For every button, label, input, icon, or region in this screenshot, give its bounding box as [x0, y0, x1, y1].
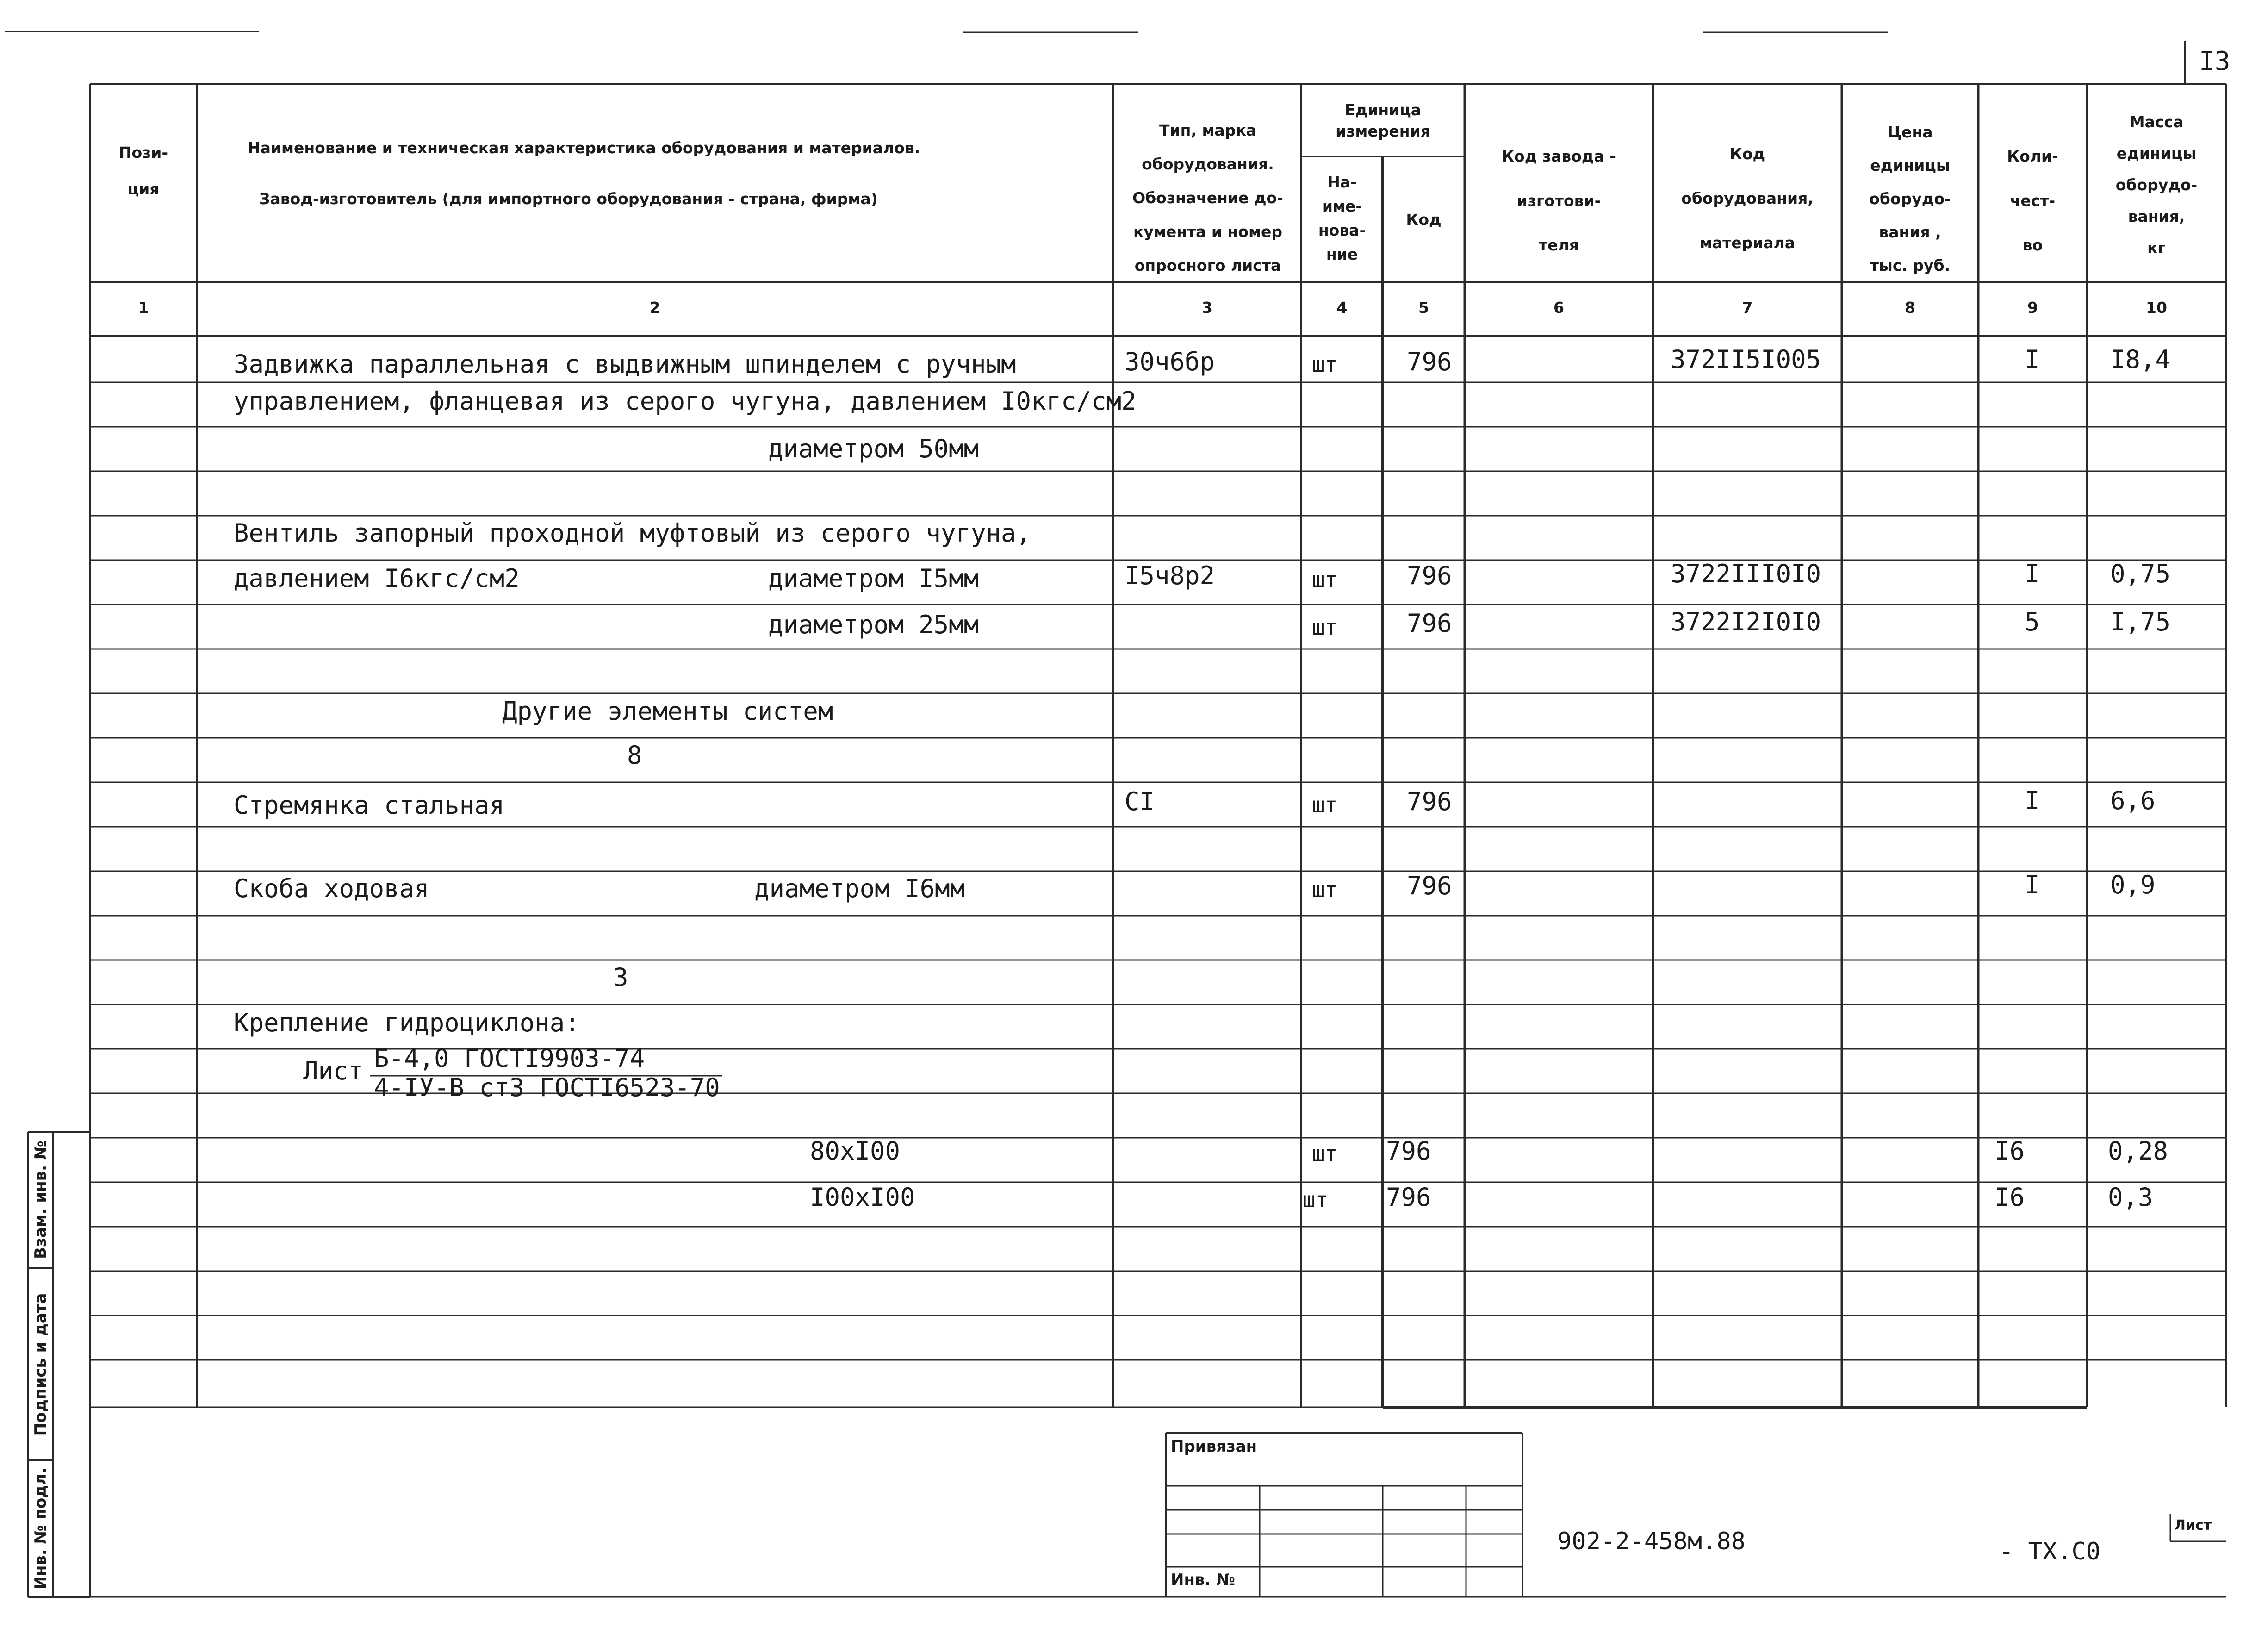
row-size: диаметром I6мм — [754, 874, 965, 903]
row-list-line1: Б-4,0 ГОСТI9903-74 — [374, 1044, 645, 1073]
row-unit: шт — [1312, 877, 1338, 902]
row-mass: I8,4 — [2110, 345, 2171, 374]
row-name: Задвижка параллельная с выдвижным шпинделем с ручным — [234, 349, 1016, 379]
row-code: 796 — [1407, 561, 1452, 590]
doc-number: 902-2-458м.88 — [1557, 1528, 1746, 1555]
colnum-6: 6 — [1553, 299, 1564, 317]
row-size: 80хI00 — [810, 1136, 901, 1166]
header-col6: Код завода - изготови- теля — [1502, 147, 1616, 254]
header-col7: Код оборудования, материала — [1681, 145, 1814, 252]
row-size: диаметром I5мм — [768, 564, 979, 593]
title-inv-no: Инв. № — [1171, 1571, 1236, 1589]
row-unit: шт — [1312, 567, 1338, 592]
stamp-podpis-data: Подпись и дата — [31, 1293, 50, 1436]
row-mass: 0,75 — [2110, 559, 2171, 588]
header-col2-line2: Завод-изготовитель (для импортного оборудования - страна, фирма) — [259, 190, 878, 208]
stamp-vzam-inv: Взам. инв. № — [31, 1141, 50, 1259]
row-section-number: 8 — [627, 741, 642, 770]
row-qty: I — [2025, 559, 2040, 588]
colnum-3: 3 — [1202, 299, 1212, 317]
row-name: Скоба ходовая — [234, 874, 429, 903]
page-number: I3 — [2199, 46, 2231, 76]
row-unit: шт — [1312, 352, 1338, 377]
title-privyazan: Привязан — [1171, 1437, 1257, 1456]
row-mass: 6,6 — [2110, 786, 2156, 815]
row-list-line2: 4-IУ-В ст3 ГОСТI6523-70 — [374, 1073, 720, 1102]
row-code: 796 — [1386, 1183, 1431, 1212]
header-col10: Масса единицы оборудо- вания, кг — [2115, 113, 2198, 257]
colnum-8: 8 — [1905, 299, 1915, 317]
row-unit: шт — [1312, 615, 1338, 640]
colnum-5: 5 — [1418, 299, 1429, 317]
row-code: 796 — [1407, 787, 1452, 816]
row-unit: шт — [1312, 1141, 1338, 1166]
row-name: Стремянка стальная — [234, 791, 505, 820]
row-code: 796 — [1407, 871, 1452, 900]
row-qty: I — [2025, 786, 2040, 815]
row-mass: 0,3 — [2108, 1183, 2153, 1212]
colnum-7: 7 — [1742, 299, 1753, 317]
sheet-label: Лист — [2174, 1517, 2212, 1534]
row-list-prefix: Лист — [303, 1056, 364, 1085]
header-col5: Код — [1406, 211, 1442, 229]
row-qty: I6 — [1995, 1136, 2025, 1166]
header-col3: Тип, марка оборудования. Обозначение до- кумента и номер опросного листа — [1132, 121, 1283, 274]
header-col8: Цена единицы оборудо- вания , тыс. руб. — [1869, 123, 1951, 274]
header-col4: На- име- нова- ние — [1318, 173, 1366, 263]
stamp-inv-podl: Инв. № подл. — [31, 1467, 50, 1590]
header-col9: Коли- чест- во — [2007, 147, 2058, 254]
row-size: I00хI00 — [810, 1183, 915, 1212]
row-name: Крепление гидроциклона: — [234, 1008, 580, 1037]
row-unit: шт — [1312, 792, 1338, 817]
row-code: 796 — [1407, 609, 1452, 638]
row-type: 30ч6бр — [1125, 347, 1215, 376]
row-material-code: 3722I2I0I0 — [1671, 607, 1821, 636]
colnum-4: 4 — [1336, 299, 1348, 317]
colnum-10: 10 — [2146, 299, 2167, 317]
row-section-number: 3 — [613, 963, 628, 992]
row-mass: 0,28 — [2108, 1136, 2169, 1166]
row-qty: I — [2025, 870, 2040, 899]
row-material-code: 3722III0I0 — [1671, 559, 1821, 588]
header-col2-line1: Наименование и техническая характеристика оборудования и материалов. — [248, 139, 920, 157]
header-unit-group: Единица измерения — [1336, 101, 1430, 140]
row-mass: 0,9 — [2110, 870, 2156, 899]
colnum-1: 1 — [138, 299, 149, 317]
header-col1: Пози- ция — [118, 143, 168, 198]
colnum-2: 2 — [649, 299, 660, 317]
row-material-code: 372II5I005 — [1671, 345, 1821, 374]
row-qty: I6 — [1995, 1183, 2025, 1212]
row-name: диаметром 50мм — [768, 434, 979, 463]
row-unit: шт — [1303, 1187, 1329, 1212]
row-type: CI — [1125, 787, 1155, 816]
row-qty: I — [2025, 345, 2040, 374]
row-size: диаметром 25мм — [768, 610, 979, 639]
row-mass: I,75 — [2110, 607, 2171, 636]
row-code: 796 — [1407, 347, 1452, 376]
row-qty: 5 — [2025, 607, 2040, 636]
row-name: Вентиль запорный проходной муфтовый из серого чугуна, — [234, 518, 1031, 548]
row-name: управлением, фланцевая из серого чугуна, давлением I0кгс/см2 — [234, 387, 1137, 416]
row-type: I5ч8р2 — [1125, 561, 1215, 590]
row-name: давлением I6кгс/см2 — [234, 564, 520, 593]
row-section-title: Другие элементы систем — [502, 697, 833, 726]
doc-code: - ТХ.С0 — [1999, 1538, 2101, 1565]
row-code: 796 — [1386, 1136, 1431, 1166]
colnum-9: 9 — [2027, 299, 2038, 317]
